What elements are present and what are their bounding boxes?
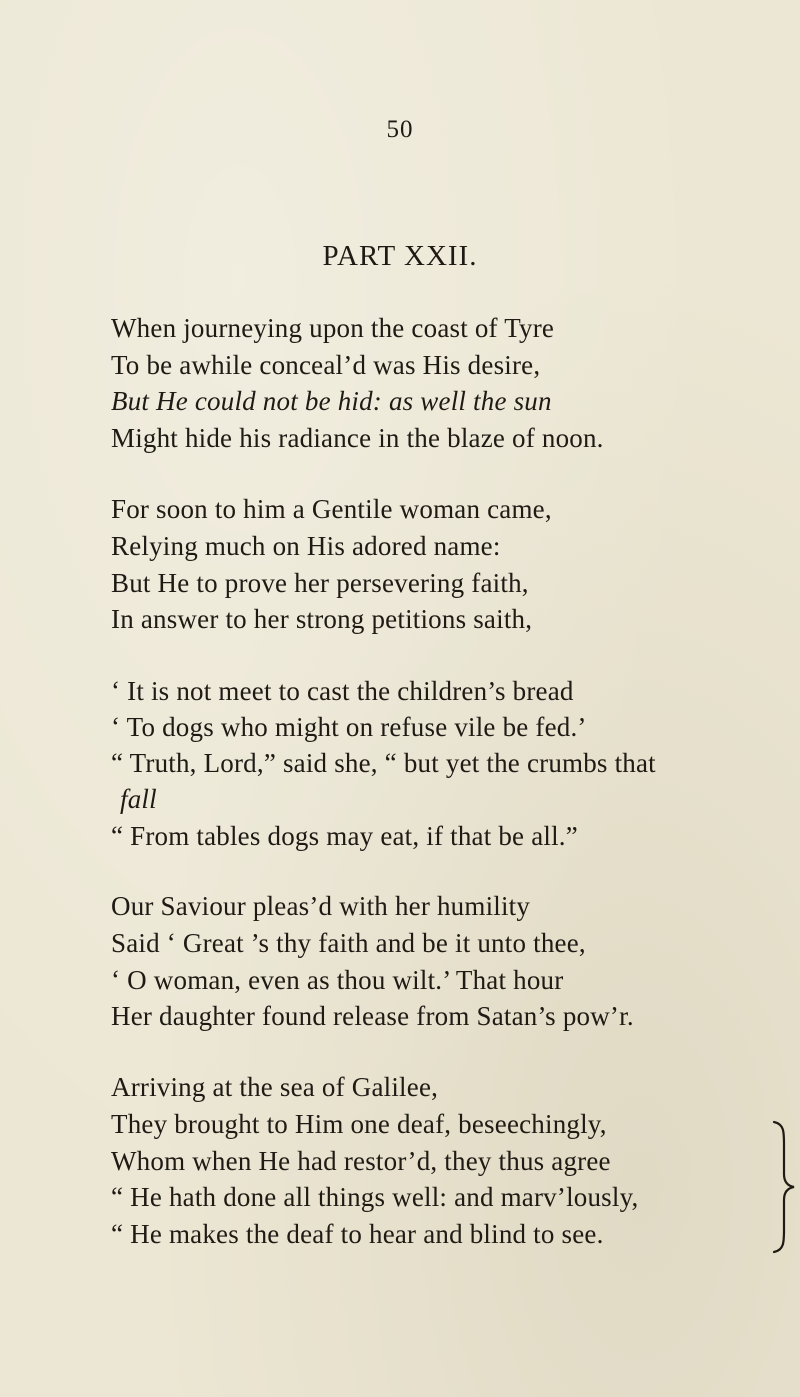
poem-line: Said ‘ Great ’s thy faith and be it unto thee, xyxy=(111,928,586,958)
poem-line: Her daughter found release from Satan’s pow’r. xyxy=(111,1001,634,1031)
poem-line: Whom when He had restor’d, they thus agree xyxy=(111,1146,611,1176)
poem-line: ‘ It is not meet to cast the children’s bread xyxy=(111,676,574,706)
poem-line: ‘ O woman, even as thou wilt.’ That hour xyxy=(111,965,564,995)
poem-line: Relying much on His adored name: xyxy=(111,531,501,561)
poem-line: They brought to Him one deaf, beseechingly, xyxy=(111,1109,607,1139)
poem-line: Might hide his radiance in the blaze of noon. xyxy=(111,423,604,453)
poem-line: “ Truth, Lord,” said she, “ but yet the crumbs that xyxy=(111,748,656,778)
poem-line: But He could not be hid: as well the sun xyxy=(111,386,552,416)
poem-line: For soon to him a Gentile woman came, xyxy=(111,494,552,524)
page-number: 50 xyxy=(386,116,414,143)
poem-line: To be awhile conceal’d was His desire, xyxy=(111,350,541,380)
poem-line: “ He hath done all things well: and marv’lously, xyxy=(111,1182,639,1212)
poem-line: But He to prove her persevering faith, xyxy=(111,568,529,598)
poem-line-continuation: fall xyxy=(120,784,157,814)
poem-line: “ From tables dogs may eat, if that be all.” xyxy=(111,821,578,851)
poem-line: “ He makes the deaf to hear and blind to see. xyxy=(111,1219,604,1249)
poem-line: When journeying upon the coast of Tyre xyxy=(111,313,555,343)
poem-line: In answer to her strong petitions saith, xyxy=(111,604,533,634)
poem-line: ‘ To dogs who might on refuse vile be fed.’ xyxy=(111,712,587,742)
poem-line: Our Saviour pleas’d with her humility xyxy=(111,891,531,921)
poem-line: Arriving at the sea of Galilee, xyxy=(111,1072,439,1102)
triplet-brace xyxy=(772,1112,796,1262)
part-title: PART XXII. xyxy=(322,240,478,272)
